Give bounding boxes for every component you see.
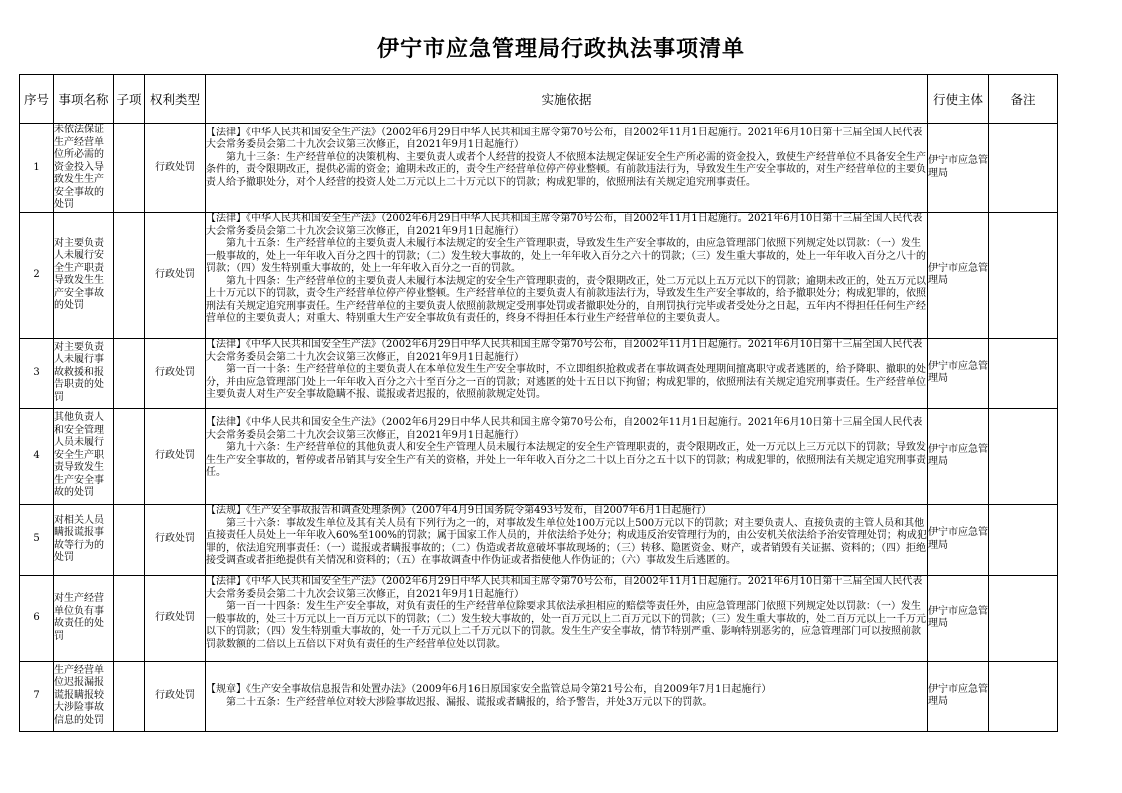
table-row (20, 504, 1058, 575)
law-article: 第九十六条：生产经营单位的其他负责人和安全生产管理人员未履行本法规定的安全生产管理职责的，责令限期改正，处一万元以上三万元以下的罚款；导致发生生产安全事故的，暂停或者吊销其与安全生产有关的资格，并处上一年年收入百分之二十以上百分之五十以下的罚款；构成犯罪的，依照刑法有关规定追究刑事责任。 (206, 442, 926, 478)
enforcement-subject: 伊宁市应急管理局 (928, 504, 989, 575)
remark (989, 212, 1058, 338)
sub-item (114, 212, 145, 338)
power-type: 行政处罚 (145, 338, 206, 408)
sub-item (114, 408, 145, 504)
page-title: 伊宁市应急管理局行政执法事项清单 (376, 37, 745, 62)
legal-basis (206, 124, 928, 213)
law-article: 第三十六条：事故发生单位及其有关人员有下列行为之一的，对事故发生单位处100万元以上500万元以下的罚款；对主要负责人、直接负责的主管人员和其他直接责任人员处上一年年收入60%至100%的罚款；属于国家工作人员的，并依法给予处分；构成违反治安管理行为的，由公安机关依法给予治安管理处罚；构成犯罪的，依法追究刑事责任：（一）谎报或者瞒报事故的；（二）伪造或者故意破坏事故现场的；（三）转移、隐匿资金、财产，或者销毁有关证据、资料的；（四）拒绝接受调查或者拒绝提供有关情况和资料的；（五）在事故调查中作伪证或者指使他人作伪证的；（六）事故发生后逃匿的。 (206, 517, 927, 566)
header-sub: 子项 (114, 75, 145, 124)
power-type: 行政处罚 (145, 124, 206, 213)
enforcement-table (19, 74, 1058, 732)
header-basis: 实施依据 (206, 75, 928, 124)
enforcement-subject: 伊宁市应急管理局 (928, 575, 989, 661)
legal-basis (206, 212, 928, 338)
law-article: 第一百一十四条：发生生产安全事故，对负有责任的生产经营单位除要求其依法承担相应的赔偿等责任外，由应急管理部门依照下列规定处以罚款：（一）发生一般事故的，处三十万元以上一百万元以下的罚款；（二）发生较大事故的，处一百万元以上二百万元以下的罚款；（三）发生重大事故的，处二百万元以上一千万元以下的罚款；（四）发生特别重大事故的，处一千万元以上二千万元以下的罚款。发生生产安全事故，情节特别严重、影响特别恶劣的，应急管理部门可以按照前款罚款数额的二倍以上五倍以下对负有责任的生产经营单位处以罚款。 (206, 601, 926, 650)
legal-basis (206, 575, 928, 661)
law-citation: 【法律】《中华人民共和国安全生产法》（2002年6月29日中华人民共和国主席令第70号公布，自2002年11月1日起施行。2021年6月10日第十三届全国人民代表大会常务委员会第二十九次会议第三次修正，自2021年9月1日起施行） (206, 576, 923, 600)
sub-item (114, 504, 145, 575)
sub-item (114, 338, 145, 408)
power-type: 行政处罚 (145, 661, 206, 731)
power-type: 行政处罚 (145, 408, 206, 504)
legal-basis (206, 504, 928, 575)
table-row (20, 408, 1058, 504)
item-name: 其他负责人和安全管理人员未履行安全生产职责导致发生生产安全事故的处罚 (54, 408, 114, 504)
row-no: 2 (20, 212, 54, 338)
header-type: 权利类型 (145, 75, 206, 124)
header-name: 事项名称 (54, 75, 114, 124)
enforcement-subject: 伊宁市应急管理局 (928, 212, 989, 338)
legal-basis (206, 338, 928, 408)
table-row (20, 338, 1058, 408)
header-remark: 备注 (989, 75, 1058, 124)
law-article: 第九十五条：生产经营单位的主要负责人未履行本法规定的安全生产管理职责，导致发生生产安全事故的，由应急管理部门依照下列规定处以罚款：（一）发生一般事故的，处上一年年收入百分之四十的罚款；（二）发生较大事故的，处上一年年收入百分之六十的罚款；（三）发生重大事故的，处上一年年收入百分之八十的罚款；（四）发生特别重大事故的，处上一年年收入百分之一百的罚款。 (206, 238, 926, 274)
enforcement-subject: 伊宁市应急管理局 (928, 124, 989, 213)
power-type: 行政处罚 (145, 575, 206, 661)
law-article: 第九十三条：生产经营单位的决策机构、主要负责人或者个人经营的投资人不依照本法规定保证安全生产所必需的资金投入，致使生产经营单位不具备安全生产条件的，责令限期改正，提供必需的资金；逾期未改正的，责令生产经营单位停产停业整顿。有前款违法行为，导致发生生产安全事故的，对生产经营单位的主要负责人给予撤职处分，对个人经营的投资人处二万元以上二十万元以下的罚款；构成犯罪的，依照刑法有关规定追究刑事责任。 (206, 151, 926, 188)
item-name: 生产经营单位迟报漏报谎报瞒报较大涉险事故信息的处罚 (54, 661, 114, 731)
enforcement-subject: 伊宁市应急管理局 (928, 408, 989, 504)
power-type: 行政处罚 (145, 504, 206, 575)
law-article: 第九十四条：生产经营单位的主要负责人未履行本法规定的安全生产管理职责的，责令限期改正，处二万元以上五万元以下的罚款；逾期未改正的，处五万元以上十万元以下的罚款，责令生产经营单位停产停业整顿。生产经营单位的主要负责人有前款违法行为，导致发生生产安全事故的，给予撤职处分；构成犯罪的，依照刑法有关规定追究刑事责任。生产经营单位的主要负责人依照前款规定受刑事处罚或者撤职处分的，自刑罚执行完毕或者受处分之日起，五年内不得担任任何生产经营单位的主要负责人；对重大、特别重大生产安全事故负有责任的，终身不得担任本行业生产经营单位的主要负责人。 (206, 275, 926, 324)
item-name: 未依法保证生产经营单位所必需的资金投入导致发生生产安全事故的处罚 (54, 124, 114, 213)
legal-basis (206, 661, 928, 731)
row-no: 5 (20, 504, 54, 575)
remark (989, 575, 1058, 661)
row-no: 3 (20, 338, 54, 408)
item-name: 对主要负责人未履行安全生产职责导致发生生产安全事故的处罚 (54, 212, 114, 338)
header-row (20, 75, 1058, 124)
law-citation: 【法律】《中华人民共和国安全生产法》（2002年6月29日中华人民共和国主席令第70号公布，自2002年11月1日起施行。2021年6月10日第十三届全国人民代表大会常务委员会第二十九次会议第三次修正，自2021年9月1日起施行） (206, 339, 923, 363)
table-row (20, 661, 1058, 731)
law-citation: 【规章】《生产安全事故信息报告和处置办法》（2009年6月16日原国家安全监管总局令第21号公布，自2009年7月1日起施行） (206, 684, 772, 695)
law-citation: 【法律】《中华人民共和国安全生产法》（2002年6月29日中华人民共和国主席令第70号公布，自2002年11月1日起施行。2021年6月10日第十三届全国人民代表大会常务委员会第二十九次会议第三次修正，自2021年9月1日起施行） (206, 126, 923, 151)
header-no: 序号 (20, 75, 54, 124)
row-no: 1 (20, 124, 54, 213)
remark (989, 408, 1058, 504)
remark (989, 504, 1058, 575)
law-citation: 【法律】《中华人民共和国安全生产法》（2002年6月29日中华人民共和国主席令第70号公布，自2002年11月1日起施行。2021年6月10日第十三届全国人民代表大会常务委员会第二十九次会议第三次修正，自2021年9月1日起施行） (206, 213, 923, 237)
row-no: 4 (20, 408, 54, 504)
law-article: 第一百一十条：生产经营单位的主要负责人在本单位发生生产安全事故时，不立即组织抢救或者在事故调查处理期间擅离职守或者逃匿的，给予降职、撤职的处分，并由应急管理部门处上一年年收入百分之六十至百分之一百的罚款；对逃匿的处十五日以下拘留；构成犯罪的，依照刑法有关规定追究刑事责任。生产经营单位主要负责人对生产安全事故隐瞒不报、谎报或者迟报的，依照前款规定处罚。 (206, 364, 926, 400)
enforcement-subject: 伊宁市应急管理局 (928, 661, 989, 731)
power-type: 行政处罚 (145, 212, 206, 338)
sub-item (114, 661, 145, 731)
sub-item (114, 575, 145, 661)
law-citation: 【法律】《中华人民共和国安全生产法》（2002年6月29日中华人民共和国主席令第70号公布，自2002年11月1日起施行。2021年6月10日第十三届全国人民代表大会常务委员会第二十九次会议第三次修正，自2021年9月1日起施行） (206, 417, 923, 441)
legal-basis (206, 408, 928, 504)
header-subject: 行使主体 (928, 75, 989, 124)
item-name: 对相关人员瞒报谎报事故等行为的处罚 (54, 504, 114, 575)
item-name: 对主要负责人未履行事故救援和报告职责的处罚 (54, 338, 114, 408)
table-row (20, 124, 1058, 213)
item-name: 对生产经营单位负有事故责任的处罚 (54, 575, 114, 661)
table-row (20, 212, 1058, 338)
enforcement-subject: 伊宁市应急管理局 (928, 338, 989, 408)
law-article: 第二十五条：生产经营单位对较大涉险事故迟报、漏报、谎报或者瞒报的，给予警告，并处3万元以下的罚款。 (226, 696, 713, 708)
table-row (20, 575, 1058, 661)
remark (989, 124, 1058, 213)
sub-item (114, 124, 145, 213)
remark (989, 661, 1058, 731)
remark (989, 338, 1058, 408)
row-no: 7 (20, 661, 54, 731)
law-citation: 【法规】《生产安全事故报告和调查处理条例》（2007年4月9日国务院令第493号发布，自2007年6月1日起施行） (206, 505, 712, 516)
row-no: 6 (20, 575, 54, 661)
